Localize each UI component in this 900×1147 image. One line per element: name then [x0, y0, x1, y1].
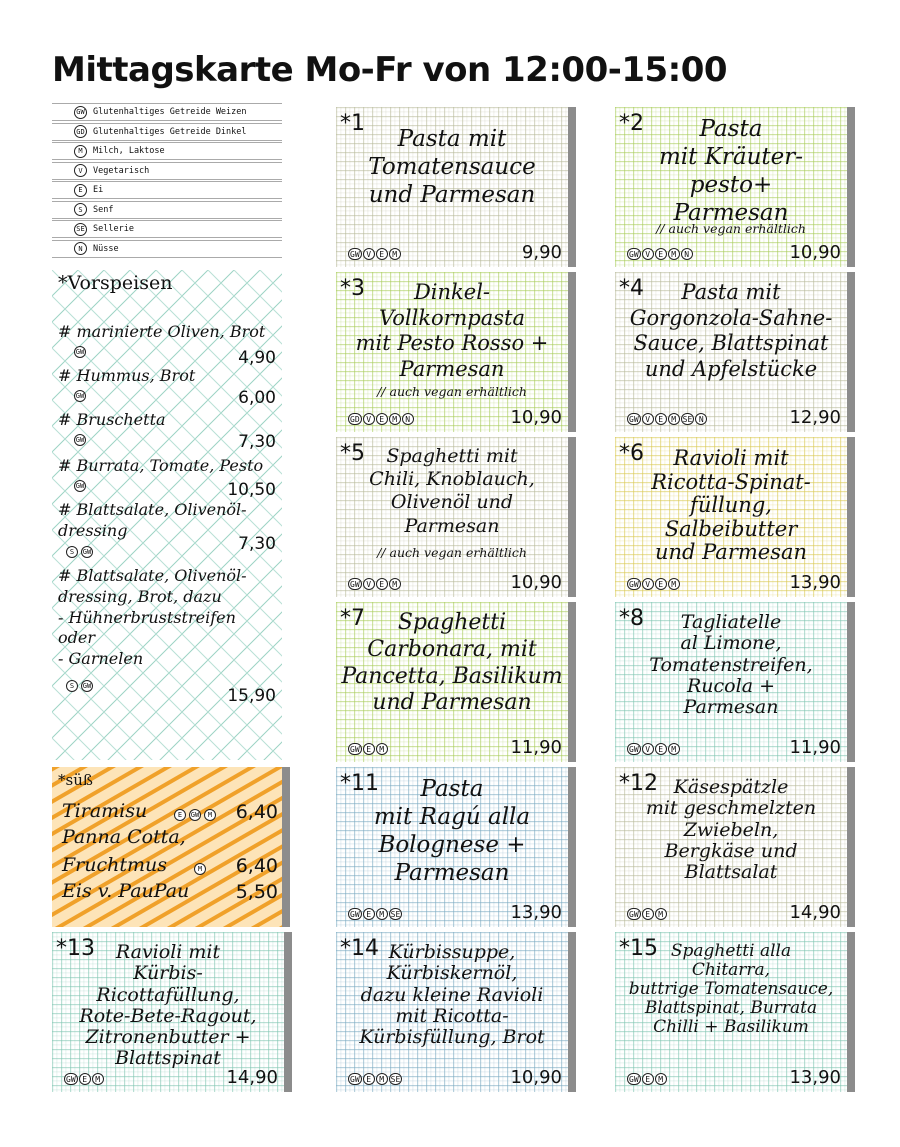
dish-allergens: [64, 1073, 104, 1085]
allergen-icon: E: [363, 908, 375, 920]
dish-price: 10,90: [510, 572, 562, 593]
dish-name: Dinkel- Vollkornpasta mit Pesto Rosso + Parmesan: [355, 280, 549, 381]
dish-price: 9,90: [521, 242, 562, 263]
allergen-icon: V: [642, 743, 654, 755]
dish-number: *11: [340, 771, 379, 796]
legend-row: [52, 142, 282, 160]
starters-section: [52, 270, 282, 760]
allergen-icon: GW: [350, 579, 360, 589]
starter-item-price: 7,30: [238, 534, 276, 554]
allergen-icon: E: [174, 809, 186, 821]
legend-label: Senf: [93, 204, 114, 215]
allergen-icon: GW: [629, 1074, 639, 1084]
allergen-icon: GW: [82, 548, 92, 556]
dish-number: *14: [340, 936, 379, 961]
allergen-icon: V: [642, 578, 654, 590]
allergen-icon: S: [66, 546, 78, 558]
allergen-icon: SE: [682, 414, 693, 424]
allergen-icon: M: [194, 863, 206, 875]
allergen-icon: M: [204, 809, 216, 821]
allergen-icon: M: [668, 743, 680, 755]
legend-label: Glutenhaltiges Getreide Dinkel: [93, 126, 247, 137]
dish-number: *4: [619, 276, 644, 301]
legend-label: Sellerie: [93, 224, 134, 234]
starter-item-name: # marinierte Oliven, Brot: [58, 322, 266, 341]
dish-card: [615, 437, 855, 597]
allergen-icon: M: [668, 248, 680, 260]
allergen-icon: M: [655, 908, 667, 920]
dish-number: *15: [619, 936, 658, 961]
dish-allergens: [348, 413, 414, 425]
dish-allergens: [627, 1073, 667, 1085]
starter-allergens: [66, 680, 93, 692]
dessert-item-price: 6,40: [235, 801, 278, 823]
starter-item-price: 15,90: [227, 686, 276, 706]
allergen-icon: V: [363, 578, 375, 590]
allergen-icon: SE: [390, 909, 401, 919]
dessert-item-name: Panna Cotta,: [62, 826, 186, 848]
dish-price: 10,90: [789, 242, 841, 263]
dish-allergens: [348, 248, 401, 260]
dessert-allergens: [174, 809, 216, 821]
legend-label: Nüsse: [93, 243, 119, 254]
allergen-icon: M: [389, 578, 401, 590]
dish-number: *7: [340, 606, 365, 631]
allergen-icon: GW: [629, 414, 639, 424]
starter-allergens: [74, 346, 86, 358]
dish-card: [615, 932, 855, 1092]
dish-note: // auch vegan erhältlich: [377, 384, 527, 399]
legend-row: [52, 240, 282, 258]
legend-row: [52, 181, 282, 199]
allergen-icon: V: [642, 413, 654, 425]
allergen-icon: GW: [629, 909, 639, 919]
allergen-icon: N: [681, 248, 693, 260]
legend-row: [52, 220, 282, 238]
dish-price: 13,90: [510, 902, 562, 923]
legend-row: [52, 201, 282, 219]
dish-name: Ravioli mit Ricotta-Spinat- füllung, Salbeibutter und Parmesan: [651, 446, 811, 565]
dish-allergens: [627, 908, 667, 920]
dish-price: 10,90: [510, 1067, 562, 1088]
dish-card: [615, 602, 855, 762]
dessert-allergens: [194, 863, 206, 875]
dish-note: // auch vegan erhältlich: [377, 545, 527, 560]
dish-card: [336, 932, 576, 1092]
dish-card: [336, 437, 576, 597]
allergen-icon: E: [655, 413, 667, 425]
allergen-icon: GW: [190, 811, 200, 819]
legend-label: Vegetarisch: [93, 165, 150, 176]
allergen-icon: GD: [350, 414, 360, 424]
dish-allergens: [627, 743, 680, 755]
dessert-item-name: Tiramisu: [62, 800, 148, 822]
allergen-symbol-icon: S: [74, 203, 87, 216]
dish-number: *3: [340, 276, 365, 301]
dessert-item-price: 5,50: [235, 881, 278, 903]
allergen-icon: N: [695, 413, 707, 425]
allergen-icon: M: [668, 413, 680, 425]
allergen-icon: GW: [75, 436, 85, 444]
allergen-legend: [52, 103, 282, 258]
allergen-icon: E: [376, 248, 388, 260]
dish-name: Pasta mit Kräuter- pesto+ Parmesan: [658, 116, 804, 227]
page-title: Mittagskarte Mo-Fr von 12:00-15:00: [52, 50, 728, 90]
allergen-symbol-icon: M: [74, 145, 87, 158]
dish-price: 11,90: [510, 737, 562, 758]
dessert-item-name: Fruchtmus: [62, 854, 168, 876]
dish-price: 12,90: [789, 407, 841, 428]
allergen-symbol-icon: V: [74, 164, 87, 177]
starter-allergens: [66, 546, 93, 558]
dish-card: [336, 767, 576, 927]
allergen-icon: GW: [629, 249, 639, 259]
dish-number: *8: [619, 606, 644, 631]
starter-item-price: 10,50: [227, 480, 276, 500]
dish-card: [336, 272, 576, 432]
dish-number: *6: [619, 441, 644, 466]
dish-number: *1: [340, 111, 365, 136]
allergen-icon: E: [655, 743, 667, 755]
dessert-heading: *süß: [58, 771, 93, 789]
dish-allergens: [348, 908, 402, 920]
allergen-icon: E: [376, 413, 388, 425]
allergen-icon: GW: [350, 909, 360, 919]
starter-item-price: 6,00: [238, 388, 276, 408]
allergen-icon: GW: [75, 348, 85, 356]
allergen-icon: M: [389, 413, 401, 425]
allergen-icon: V: [642, 248, 654, 260]
dish-name: Käsespätzle mit geschmelzten Zwiebeln, Bergkäse und Blattsalat: [645, 776, 817, 884]
dish-card: [615, 272, 855, 432]
starter-item-price: 4,90: [238, 348, 276, 368]
legend-row: [52, 162, 282, 180]
dish-price: 13,90: [789, 1067, 841, 1088]
allergen-icon: E: [642, 908, 654, 920]
allergen-icon: E: [642, 1073, 654, 1085]
allergen-icon: E: [655, 248, 667, 260]
dish-allergens: [627, 578, 680, 590]
allergen-icon: GW: [66, 1074, 76, 1084]
allergen-icon: M: [92, 1073, 104, 1085]
dish-allergens: [348, 578, 401, 590]
allergen-icon: GW: [75, 392, 85, 400]
starters-heading: *Vorspeisen: [58, 272, 173, 294]
allergen-icon: S: [66, 680, 78, 692]
dish-allergens: [627, 248, 693, 260]
allergen-icon: V: [363, 248, 375, 260]
dish-name: Kürbissuppe, Kürbiskernöl, dazu kleine Ravioli mit Ricotta- Kürbisfüllung, Brot: [359, 941, 545, 1049]
allergen-icon: GW: [350, 744, 360, 754]
starter-item-name: # Blattsalate, Olivenöl- dressing: [58, 500, 247, 540]
dish-card: [615, 107, 855, 267]
allergen-symbol-icon: SE: [74, 223, 87, 236]
dish-allergens: [627, 413, 707, 425]
dish-number: *5: [340, 441, 365, 466]
allergen-icon: E: [363, 1073, 375, 1085]
allergen-icon: M: [668, 578, 680, 590]
allergen-icon: E: [655, 578, 667, 590]
dish-name: Tagliatelle al Limone, Tomatenstreifen, Rucola + Parmesan: [649, 611, 813, 719]
dish-number: *13: [56, 936, 95, 961]
allergen-icon: M: [389, 248, 401, 260]
starter-allergens: [74, 434, 86, 446]
dessert-item-name: Eis v. PauPau: [62, 880, 190, 902]
starter-item-name: # Bruschetta: [58, 410, 166, 429]
dish-card: [336, 602, 576, 762]
legend-label: Milch, Laktose: [93, 146, 165, 156]
legend-label: Ei: [93, 185, 104, 195]
allergen-icon: V: [363, 413, 375, 425]
dish-card: [615, 767, 855, 927]
allergen-symbol-icon: GD: [74, 125, 87, 138]
dish-name: Pasta mit Tomatensauce und Parmesan: [368, 126, 536, 209]
dish-name: Spaghetti Carbonara, mit Pancetta, Basilikum und Parmesan: [341, 610, 563, 716]
legend-row: [52, 103, 282, 121]
dish-price: 13,90: [789, 572, 841, 593]
dish-allergens: [348, 743, 388, 755]
allergen-symbol-icon: E: [74, 184, 87, 197]
legend-label: Glutenhaltiges Getreide Weizen: [93, 107, 247, 117]
allergen-icon: E: [79, 1073, 91, 1085]
allergen-icon: M: [376, 1073, 388, 1085]
dish-name: Spaghetti mit Chili, Knoblauch, Olivenöl und Parmesan: [369, 445, 535, 537]
dish-name: Pasta mit Ragú alla Bolognese + Parmesan: [373, 776, 531, 887]
allergen-icon: N: [402, 413, 414, 425]
allergen-icon: E: [376, 578, 388, 590]
starter-item-name: # Blattsalate, Olivenöl- dressing, Brot, dazu - Hühnerbruststreifen oder - Garnelen: [58, 566, 247, 669]
starter-item-name: # Burrata, Tomate, Pesto: [58, 456, 264, 475]
dish-number: *12: [619, 771, 658, 796]
dish-price: 14,90: [226, 1067, 278, 1088]
dish-number: *2: [619, 111, 644, 136]
allergen-icon: M: [376, 743, 388, 755]
allergen-icon: GW: [350, 249, 360, 259]
dish-name: Ravioli mit Kürbis- Ricottafüllung, Rote-Bete-Ragout, Zitronenbutter + Blattspinat: [79, 941, 257, 1070]
allergen-icon: GW: [350, 1074, 360, 1084]
allergen-icon: M: [376, 908, 388, 920]
dish-name: Spaghetti alla Chitarra, buttrige Tomatensauce, Blattspinat, Burrata Chilli + Basilikum: [628, 941, 834, 1038]
dish-price: 11,90: [789, 737, 841, 758]
dish-allergens: [348, 1073, 402, 1085]
allergen-icon: GW: [629, 744, 639, 754]
dessert-item-price: 6,40: [235, 855, 278, 877]
allergen-icon: SE: [390, 1074, 401, 1084]
legend-row: [52, 123, 282, 141]
dish-card: [52, 932, 292, 1092]
starter-item-price: 7,30: [238, 432, 276, 452]
starter-allergens: [74, 480, 86, 492]
allergen-symbol-icon: N: [74, 242, 87, 255]
starter-allergens: [74, 390, 86, 402]
allergen-icon: GW: [75, 482, 85, 490]
dish-name: Pasta mit Gorgonzola-Sahne- Sauce, Blattspinat und Apfelstücke: [629, 280, 833, 381]
allergen-icon: GW: [82, 682, 92, 690]
dish-price: 14,90: [789, 902, 841, 923]
dessert-section: [52, 767, 290, 927]
allergen-symbol-icon: GW: [74, 106, 87, 119]
allergen-icon: E: [363, 743, 375, 755]
dish-note: // auch vegan erhältlich: [656, 221, 806, 236]
dish-price: 10,90: [510, 407, 562, 428]
allergen-icon: GW: [629, 579, 639, 589]
dish-card: [336, 107, 576, 267]
allergen-icon: M: [655, 1073, 667, 1085]
starter-item-name: # Hummus, Brot: [58, 366, 196, 385]
